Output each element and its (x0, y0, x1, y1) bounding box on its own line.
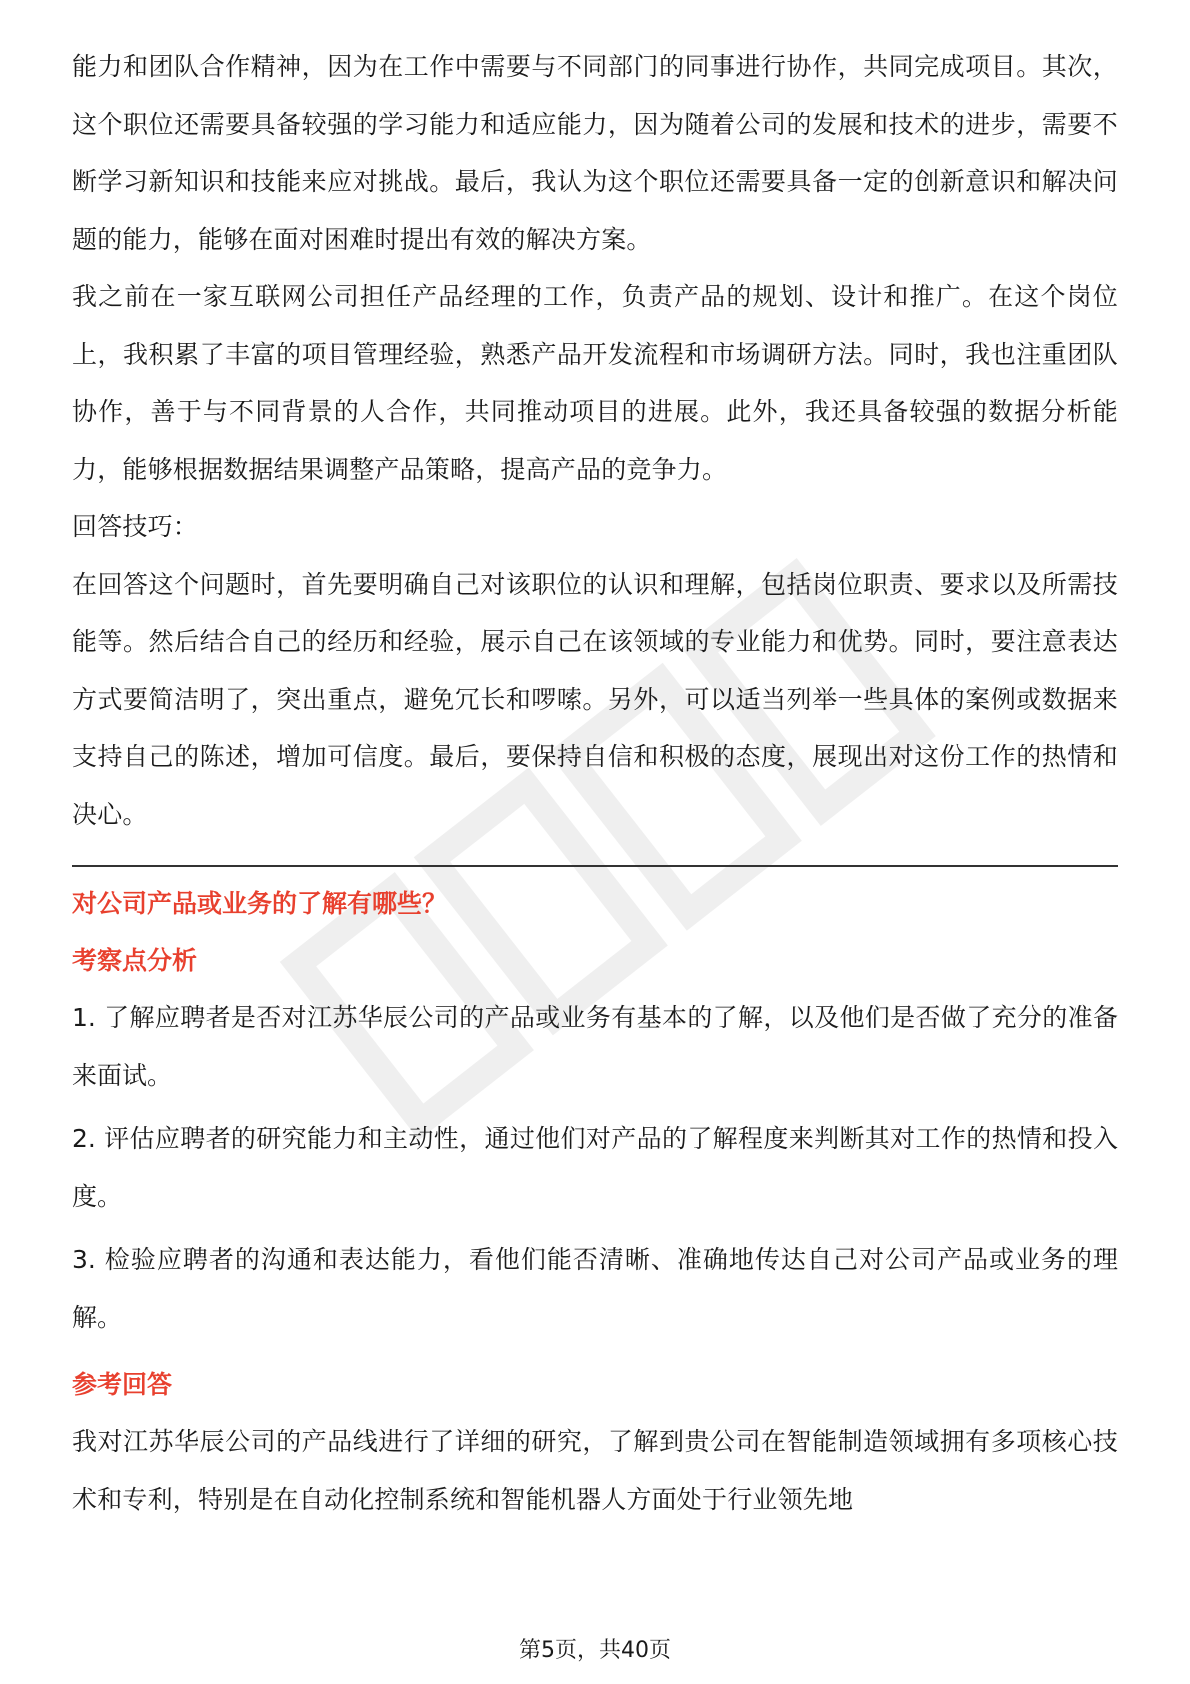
question-title: 对公司产品或业务的了解有哪些？ (72, 889, 448, 918)
answer-heading: 参考回答 (72, 1370, 173, 1399)
paragraph-reference-answer: 我对江苏华辰公司的产品线进行了详细的研究，了解到贵公司在智能制造领域拥有多项核心技术和专利，特别是在自动化控制系统和智能机器人方面处于行业领先地 (72, 1427, 1118, 1514)
document-page (72, 38, 1118, 1528)
paragraph-answer-tips: 在回答这个问题时，首先要明确自己对该职位的认识和理解，包括岗位职责、要求以及所需技能等。然后结合自己的经历和经验，展示自己在该领域的专业能力和优势。同时，要注意表达方式要简洁明了，突出重点，避免冗长和啰嗦。另外，可以适当列举一些具体的案例或数据来支持自己的陈述，增加可信度。最后，要保持自信和积极的态度，展现出对这份工作的热情和决心。 (72, 569, 1118, 829)
paragraph-experience: 我之前在一家互联网公司担任产品经理的工作，负责产品的规划、设计和推广。在这个岗位上，我积累了丰富的项目管理经验，熟悉产品开发流程和市场调研方法。同时，我也注重团队协作，善于与不同背景的人合作，共同推动项目的进展。此外，我还具备较强的数据分析能力，能够根据数据结果调整产品策略，提高产品的竞争力。 (72, 282, 1118, 484)
analysis-item-1: 1. 了解应聘者是否对江苏华辰公司的产品或业务有基本的了解，以及他们是否做了充分的准备来面试。 (72, 1003, 1118, 1090)
page-number-footer: 第5页，共40页 (519, 1638, 671, 1663)
answer-tips-label: 回答技巧： (72, 512, 199, 541)
analysis-item-3: 3. 检验应聘者的沟通和表达能力，看他们能否清晰、准确地传达自己对公司产品或业务的理解。 (72, 1245, 1118, 1332)
analysis-heading: 考察点分析 (72, 946, 198, 975)
paragraph-job-requirements: 能力和团队合作精神，因为在工作中需要与不同部门的同事进行协作，共同完成项目。其次，这个职位还需要具备较强的学习能力和适应能力，因为随着公司的发展和技术的进步，需要不断学习新知识和技能来应对挑战。最后，我认为这个职位还需要具备一定的创新意识和解决问题的能力，能够在面对困难时提出有效的解决方案。 (72, 52, 1118, 254)
section-divider (72, 865, 1118, 867)
analysis-item-2: 2. 评估应聘者的研究能力和主动性，通过他们对产品的了解程度来判断其对工作的热情和投入度。 (72, 1124, 1118, 1211)
